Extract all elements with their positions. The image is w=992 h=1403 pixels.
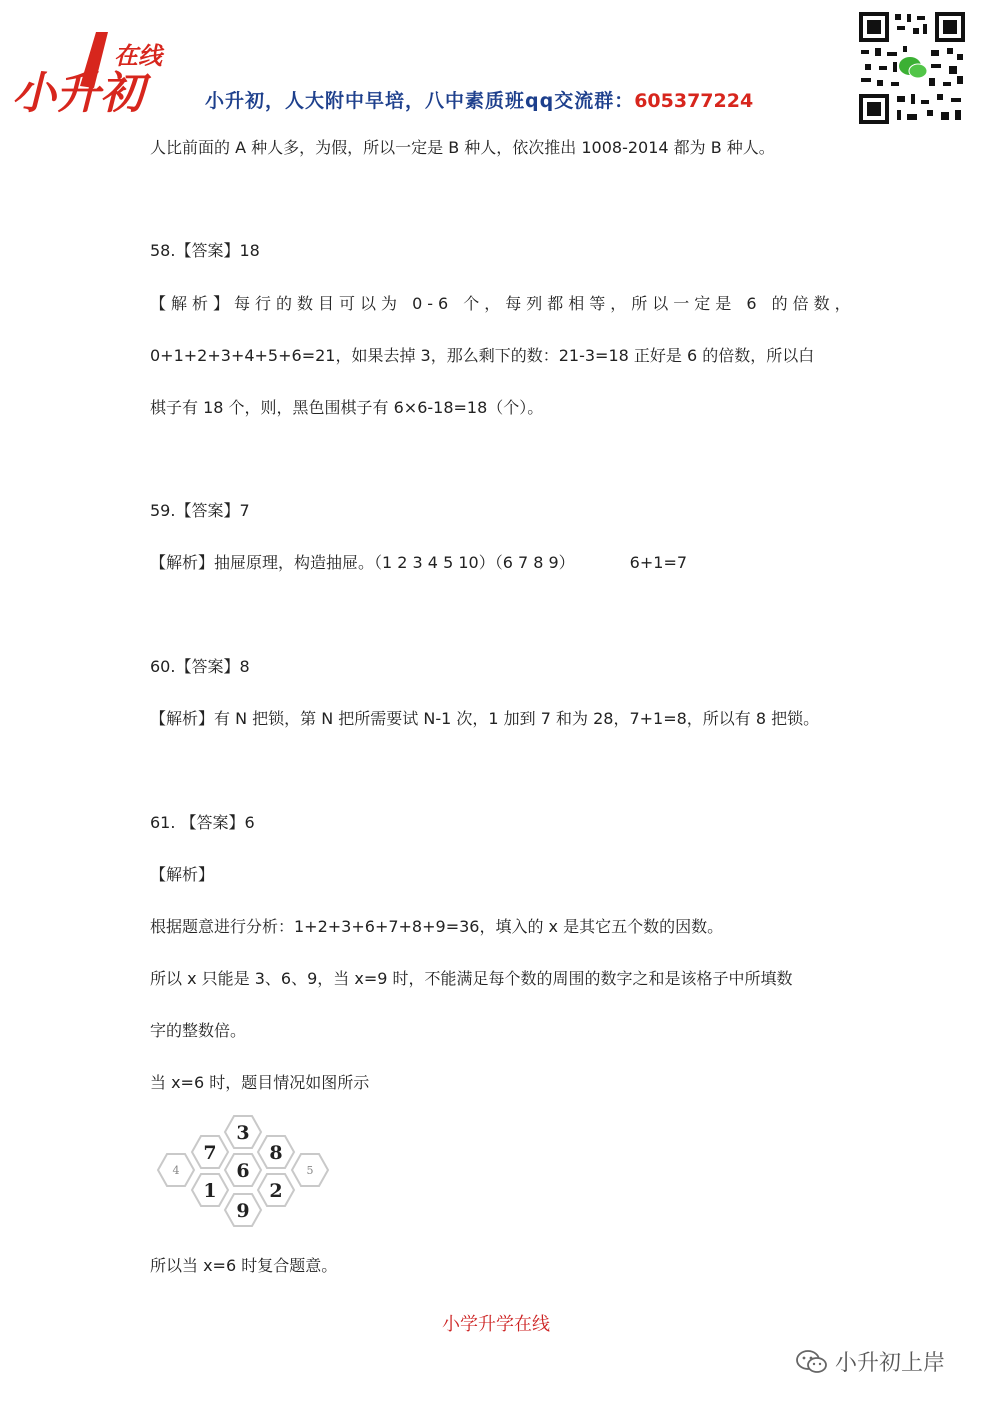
q58-analysis-line1: 【解析】每行的数目可以为 0-6 个，每列都相等，所以一定是 6 的倍数， xyxy=(150,294,856,313)
q61-analysis-label: 【解析】 xyxy=(150,865,215,884)
wechat-icon xyxy=(795,1349,829,1375)
q58-analysis-line3: 棋子有 18 个，则，黑色围棋子有 6×6-18=18（个）。 xyxy=(150,398,544,417)
q59-analysis xyxy=(150,553,687,573)
q61-analysis-line2: 所以 x 只能是 3、6、9，当 x=9 时，不能满足每个数的周围的数字之和是该格子中所填数 xyxy=(150,969,793,988)
hex-number-far-left: 4 xyxy=(172,1164,180,1177)
q61-conclusion: 所以当 x=6 时复合题意。 xyxy=(150,1256,338,1275)
q59-analysis-text: 【解析】抽屉原理，构造抽屉。（1 2 3 4 5 10）（6 7 8 9） xyxy=(150,553,575,572)
q58-analysis-line2: 0+1+2+3+4+5+6=21，如果去掉 3，那么剩下的数：21-3=18 正好是 6 的倍数，所以白 xyxy=(150,346,815,365)
hex-number-center: 6 xyxy=(236,1160,250,1182)
logo-text-main: 小升初 xyxy=(12,68,144,113)
watermark-text: 小升初上岸 xyxy=(835,1351,946,1376)
site-logo xyxy=(10,28,175,113)
q61-analysis-line4: 当 x=6 时，题目情况如图所示 xyxy=(150,1073,370,1092)
footer-site-name: 小学升学在线 xyxy=(442,1314,550,1335)
q59-analysis-result: 6+1=7 xyxy=(629,553,688,572)
qq-group-number: 605377224 xyxy=(634,90,754,112)
header-title xyxy=(205,86,753,113)
q61-analysis-line1: 根据题意进行分析：1+2+3+6+7+8+9=36，填入的 x 是其它五个数的因数。 xyxy=(150,917,724,936)
qr-code-icon xyxy=(857,10,967,126)
text-line-prev-answer: 人比前面的 A 种人多，为假，所以一定是 B 种人，依次推出 1008-2014 都为 B 种人。 xyxy=(150,138,775,157)
q58-answer: 58.【答案】18 xyxy=(150,241,260,260)
hex-number-upper-left: 7 xyxy=(203,1142,217,1164)
hex-number-lower-right: 2 xyxy=(269,1180,283,1202)
hexagon-figure xyxy=(150,1110,340,1232)
hex-number-top: 3 xyxy=(236,1122,250,1144)
logo-text-top: 在线 xyxy=(114,42,162,70)
q60-answer: 60.【答案】8 xyxy=(150,657,250,676)
q59-answer: 59.【答案】7 xyxy=(150,501,250,520)
q61-answer: 61. 【答案】6 xyxy=(150,813,255,832)
header-title-text: 小升初，人大附中早培，八中素质班qq交流群： xyxy=(205,90,635,112)
q61-analysis-line3: 字的整数倍。 xyxy=(150,1021,247,1040)
hex-number-far-right: 5 xyxy=(306,1164,314,1177)
hex-number-lower-left: 1 xyxy=(203,1180,217,1202)
wechat-watermark xyxy=(795,1346,945,1377)
hex-number-upper-right: 8 xyxy=(269,1142,283,1164)
hex-number-bottom: 9 xyxy=(236,1200,250,1222)
q60-analysis: 【解析】有 N 把锁，第 N 把所需要试 N-1 次，1 加到 7 和为 28，7+1=8，所以有 8 把锁。 xyxy=(150,709,820,728)
